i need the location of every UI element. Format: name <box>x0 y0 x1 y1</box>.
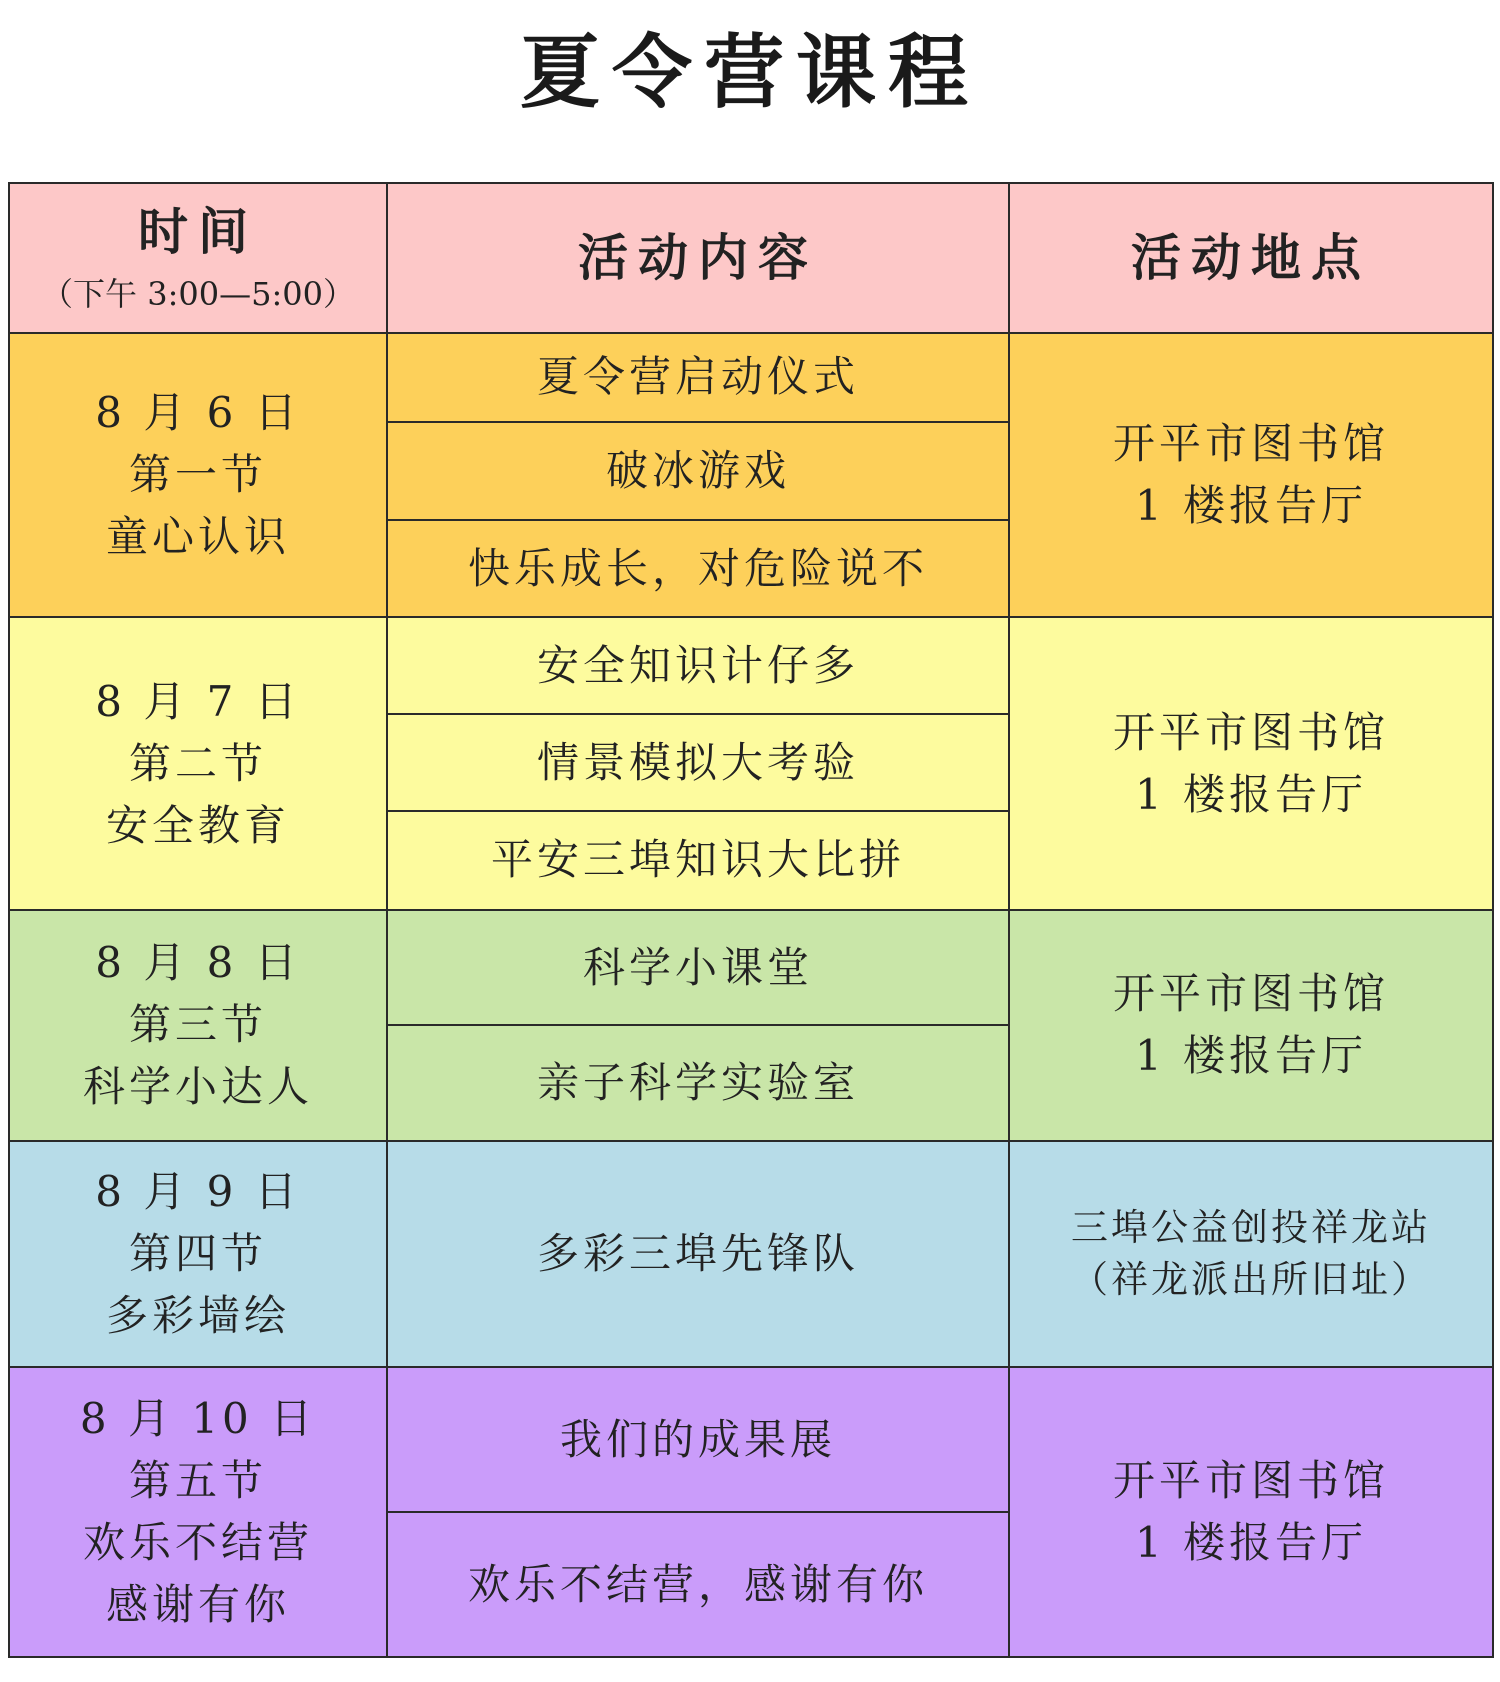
session-theme: 安全教育 <box>105 800 290 850</box>
activity-cell <box>387 1141 1009 1368</box>
activity-cell <box>387 1512 1009 1657</box>
activity-text: 亲子科学实验室 <box>536 1057 859 1107</box>
session-date: 8 月 7 日 <box>95 676 301 726</box>
session-2-time-cell <box>9 617 387 910</box>
session-theme: 感谢有你 <box>105 1580 290 1630</box>
page-title: 夏令营课程 <box>520 26 980 119</box>
activity-text: 平安三埠知识大比拼 <box>490 835 905 885</box>
activity-cell <box>387 422 1009 520</box>
session-number: 第五节 <box>128 1456 267 1506</box>
activity-cell <box>387 1025 1009 1140</box>
session-4-location-cell <box>1009 1141 1493 1368</box>
location-line: 三埠公益创投祥龙站 <box>1071 1206 1431 1249</box>
session-1-time-cell <box>9 333 387 617</box>
location-line: 开平市图书馆 <box>1112 707 1389 757</box>
header-location-cell <box>1009 183 1493 333</box>
activity-cell <box>387 910 1009 1025</box>
session-theme: 欢乐不结营 <box>82 1518 313 1568</box>
table-row <box>9 1141 1493 1368</box>
location-line: 1 楼报告厅 <box>1134 769 1368 819</box>
header-content-cell <box>387 183 1009 333</box>
session-5-time-cell <box>9 1367 387 1657</box>
header-location-label: 活动地点 <box>1131 228 1371 287</box>
table-row <box>9 1367 1493 1512</box>
activity-cell <box>387 520 1009 617</box>
header-time-cell <box>9 183 387 333</box>
activity-text: 多彩三埠先锋队 <box>536 1229 859 1278</box>
activity-text: 科学小课堂 <box>582 942 813 992</box>
session-theme: 多彩墙绘 <box>105 1291 290 1340</box>
location-line: 开平市图书馆 <box>1112 1456 1389 1506</box>
activity-text: 破冰游戏 <box>605 446 790 495</box>
session-theme: 科学小达人 <box>82 1062 313 1112</box>
header-time-sub: （下午 3:00—5:00） <box>41 274 355 313</box>
activity-text: 夏令营启动仪式 <box>536 352 859 402</box>
location-line: 1 楼报告厅 <box>1134 1518 1368 1568</box>
session-2-location-cell <box>1009 617 1493 910</box>
location-line: （祥龙派出所旧址） <box>1071 1258 1431 1301</box>
table-row <box>9 617 1493 714</box>
session-number: 第三节 <box>128 1000 267 1050</box>
header-time-label: 时间 <box>138 202 258 261</box>
header-row <box>9 183 1493 333</box>
session-5-location-cell <box>1009 1367 1493 1657</box>
session-theme: 童心认识 <box>105 512 290 562</box>
session-3-location-cell <box>1009 910 1493 1141</box>
session-4-time-cell <box>9 1141 387 1368</box>
activity-text: 欢乐不结营，感谢有你 <box>467 1559 928 1609</box>
session-3-time-cell <box>9 910 387 1141</box>
activity-cell <box>387 333 1009 422</box>
activity-cell <box>387 714 1009 810</box>
activity-cell <box>387 1367 1009 1512</box>
header-content-label: 活动内容 <box>578 228 818 287</box>
activity-text: 我们的成果展 <box>559 1414 836 1464</box>
session-1-location-cell <box>1009 333 1493 617</box>
session-date: 8 月 8 日 <box>95 938 301 988</box>
schedule-table <box>8 182 1494 1658</box>
session-date: 8 月 6 日 <box>95 388 301 438</box>
location-line: 1 楼报告厅 <box>1134 1031 1368 1081</box>
activity-text: 安全知识计仔多 <box>536 640 859 690</box>
location-line: 1 楼报告厅 <box>1134 481 1368 531</box>
table-row <box>9 333 1493 422</box>
session-number: 第四节 <box>128 1229 267 1278</box>
session-date: 8 月 9 日 <box>95 1167 301 1216</box>
session-number: 第二节 <box>128 738 267 788</box>
location-line: 开平市图书馆 <box>1112 419 1389 469</box>
table-row <box>9 910 1493 1025</box>
session-date: 8 月 10 日 <box>79 1394 317 1444</box>
activity-cell <box>387 617 1009 714</box>
location-line: 开平市图书馆 <box>1112 969 1389 1019</box>
session-number: 第一节 <box>128 450 267 500</box>
activity-cell <box>387 811 1009 910</box>
activity-text: 快乐成长，对危险说不 <box>467 543 928 593</box>
activity-text: 情景模拟大考验 <box>536 737 859 787</box>
